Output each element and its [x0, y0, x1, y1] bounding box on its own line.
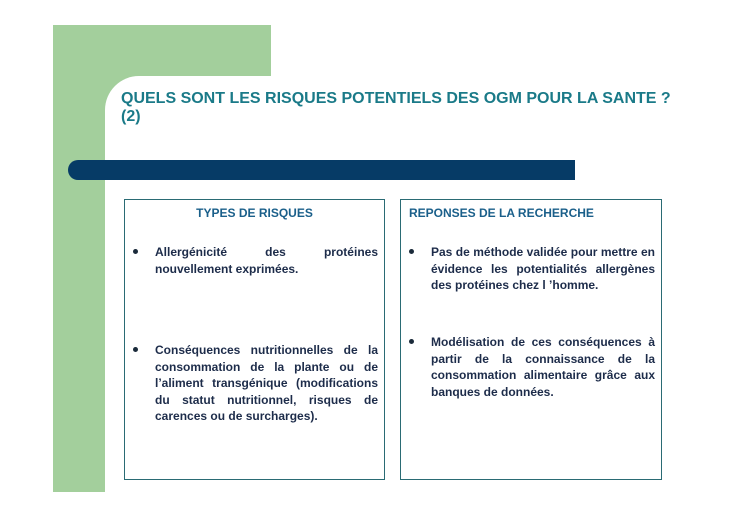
research-responses-heading: REPONSES DE LA RECHERCHE	[409, 206, 594, 220]
list-item	[409, 334, 655, 400]
list-item	[133, 342, 378, 425]
list-item-text: Allergénicité des protéines nouvellement exprimées.	[155, 245, 378, 276]
list-item	[409, 244, 655, 294]
list-item-text: Conséquences nutritionnelles de la consommation de la plante ou de l’aliment transgénique (modifications du statut nutritionnel, risques de carences ou de surcharges).	[155, 343, 378, 423]
bullet-icon	[409, 249, 414, 254]
list-item-text: Modélisation de ces conséquences à partir de la connaissance de la consommation alimentaire grâce aux banques de données.	[431, 335, 655, 399]
risk-types-box	[124, 199, 385, 480]
bullet-icon	[409, 339, 414, 344]
risk-types-heading: TYPES DE RISQUES	[196, 206, 313, 220]
research-responses-box	[400, 199, 662, 480]
bullet-icon	[133, 249, 138, 254]
decorative-blue-bar	[68, 160, 575, 180]
slide-title: QUELS SONT LES RISQUES POTENTIELS DES OGM POUR LA SANTE ? (2)	[121, 90, 671, 125]
bullet-icon	[133, 347, 138, 352]
list-item	[133, 244, 378, 277]
list-item-text: Pas de méthode validée pour mettre en évidence les potentialités allergènes des protéines chez l ’homme.	[431, 245, 655, 292]
